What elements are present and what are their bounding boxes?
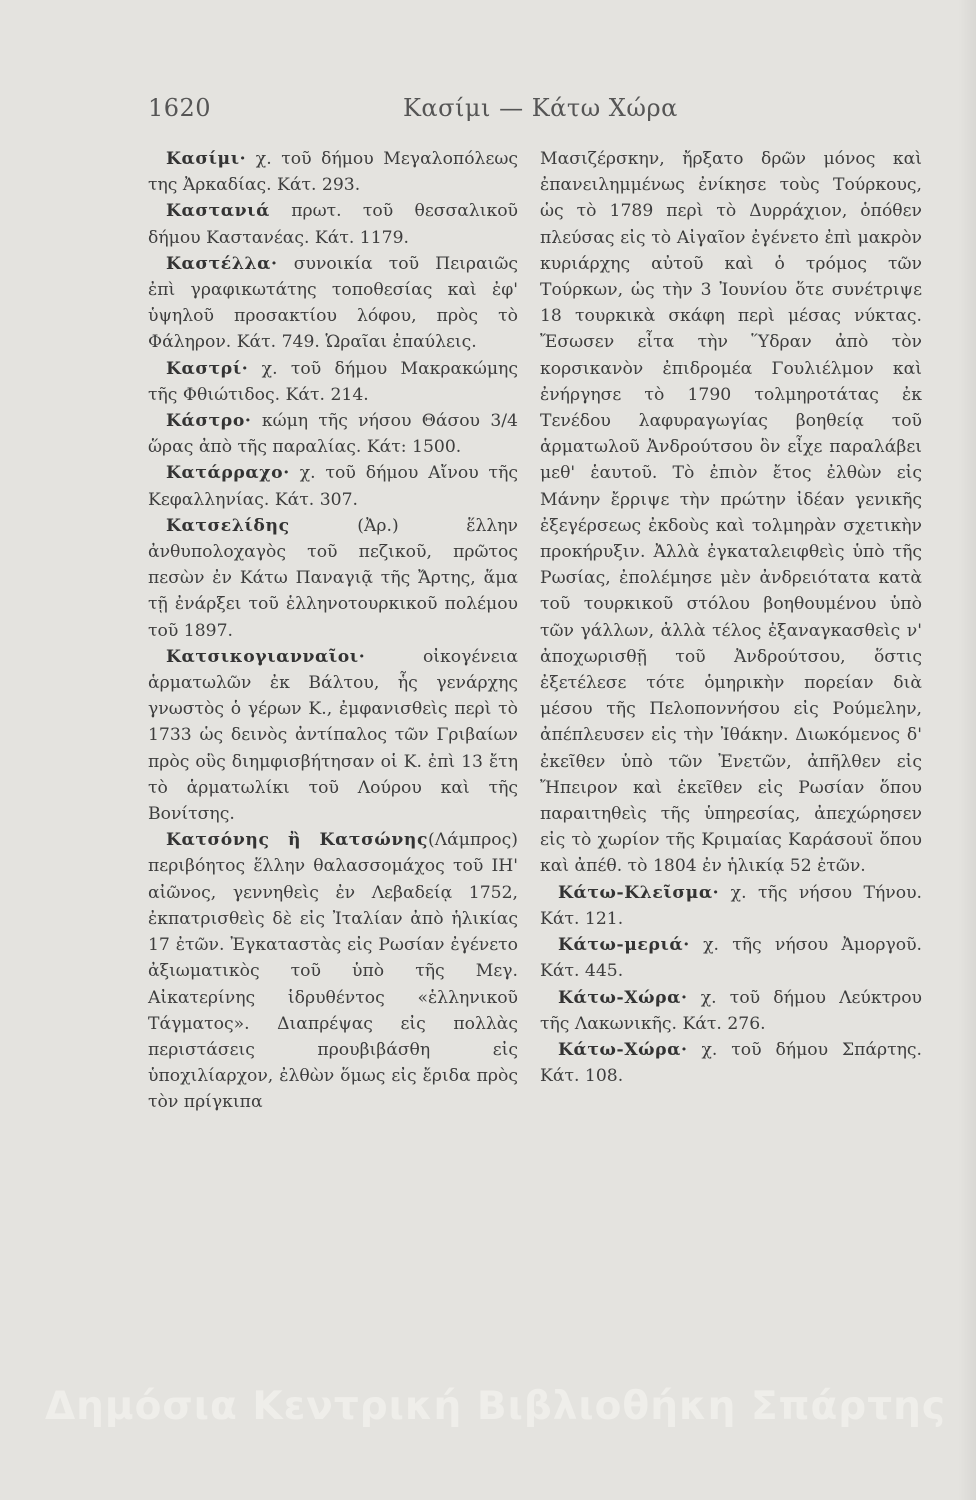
entry-text: (Ἀρ.) ἕλλην ἀνθυπολοχαγὸς τοῦ πεζικοῦ, πρῶτος πεσὼν ἐν Κάτω Παναγιᾷ τῆς Ἄρτης, ἅμα τῇ ἐνάρξει τοῦ ἑλληνοτουρκικοῦ πολέμου τοῦ 1897. <box>148 515 518 641</box>
library-watermark: Δημόσια Κεντρική Βιβλιοθήκη Σπάρτης <box>44 1384 946 1429</box>
headword: Κατάρραχο· <box>166 463 290 484</box>
entry-text: πρωτ. τοῦ θεσσαλικοῦ δήμου Καστανέας. Κάτ. 1179. <box>148 201 518 248</box>
headword: Καστρί· <box>166 358 249 379</box>
page-header <box>148 94 838 134</box>
entry-text: (Λάμπρος) περιβόητος ἕλλην θαλασσομάχος τοῦ ΙΗ' αἰῶνος, γεννηθεὶς ἐν Λεβαδείᾳ 1752, ἐκπατρισθεὶς δὲ εἰς Ἰταλίαν ἀπὸ ἡλικίας 17 ἐτῶν. Ἐγκαταστὰς εἰς Ρωσίαν ἐγένετο ἀξιωματικὸς τοῦ ὑπὸ τῆς Μεγ. Αἰκατερίνης ἱδρυθέντος «ἑλληνικοῦ Τάγματος». Διαπρέψας εἰς πολλὰς περιστάσεις προυβιβάσθη εἰς ὑποχιλίαρχον, ἐλθὼν ὅμως εἰς ἔριδα πρὸς τὸν πρίγκιπα <box>148 830 518 1113</box>
entry-text: χ. τοῦ δήμου Μεγαλοπόλεως της Ἀρκαδίας. Κάτ. 293. <box>148 149 518 196</box>
headword: Κατσικογιανναῖοι· <box>166 646 366 667</box>
right-column <box>540 146 922 1089</box>
page-number: 1620 <box>148 94 212 122</box>
left-column <box>148 146 518 1116</box>
headword: Κασίμι· <box>166 149 247 169</box>
entry-text: συνοικία τοῦ Πειραιῶς ἐπὶ γραφικωτάτης τοποθεσίας καὶ ἐφ' ὑψηλοῦ προσακτίου λόφου, πρὸς τὸ Φάληρον. Κάτ. 749. Ὡραῖαι ἐπαύλεις. <box>148 253 518 353</box>
entry-text: οἰκογένεια ἁρματωλῶν ἐκ Βάλτου, ἧς γενάρχης γνωστὸς ὁ γέρων Κ., ἐμφανισθεὶς περὶ τὸ 1733 ὡς δεινὸς ἀντίπαλος τῶν Γριβαίων πρὸς οὓς διημφισβήτησαν οἱ Κ. ἐπὶ 13 ἔτη τὸ ἁρματωλίκι τοῦ Λούρου καὶ τῆς Βονίτσης. <box>148 646 518 825</box>
entry-continuation: Μασιζέρσκην, ἤρξατο δρῶν μόνος καὶ ἐπανειλημμένως ἐνίκησε τοὺς Τούρκους, ὡς τὸ 1789 περὶ τὸ Δυρράχιον, ὁπόθεν πλεύσας εἰς τὸ Αἰγαῖον ἐγένετο ἐπὶ μακρὸν κυριάρχης αὐτοῦ καὶ ὁ τρόμος τῶν Τούρκων, ὡς τὴν 3 Ἰουνίου ὅτε συνέτριψε 18 τουρκικὰ σκάφη περὶ μέσας νύκτας. Ἔσωσεν εἶτα τὴν Ὕδραν ἀπὸ τὸν κορσικανὸν ἐπιδρομέα Γουλιέλμον καὶ ἐνήργησε τὸ 1790 τολμηροτάτας ἐκ Τενέδου λαφυραγωγίας βοηθείᾳ τοῦ ἁρματωλοῦ Ἀνδρούτσου ὃν εἶχε παραλάβει μεθ' ἑαυτοῦ. Τὸ ἐπιὸν ἔτος ἐλθὼν εἰς Μάνην ἔρριψε τὴν πρώτην ἰδέαν γενικῆς ἐξεγέρσεως ἐκδοὺς καὶ τολμηρὰν σχετικὴν προκήρυξιν. Ἀλλὰ ἐγκαταλειφθεὶς ὑπὸ τῆς Ρωσίας, ἐπολέμησε μὲν ἀνδρειότατα κατὰ τοῦ τουρκικοῦ στόλου βοηθουμένου ὑπὸ τῶν γάλλων, ἀλλὰ τέλος ἐξαναγκασθεὶς ν' ἀποχωρισθῇ τοῦ Ἀνδρούτσου, ὅστις ἐξετέλεσε τότε ὁμηρικὴν πορείαν διὰ μέσου τῆς Πελοποννήσου εἰς Ρούμελην, ἀπέπλευσεν εἰς τὴν Ἰθάκην. Διωκόμενος δ' ἐκεῖθεν ὑπὸ τῶν Ἐνετῶν, ἀπῆλθεν εἰς Ἤπειρον καὶ ἐκεῖθεν εἰς Ρωσίαν ὅπου παραιτηθεὶς τῆς ὑπηρεσίας, ἀπεχώρησεν εἰς τὸ χωρίον τῆς Κριμαίας Καράσουϊ ὅπου καὶ ἀπέθ. τὸ 1804 ἐν ἡλικίᾳ 52 ἐτῶν. <box>540 149 922 877</box>
entry <box>148 356 518 408</box>
entry-text: χ. τοῦ δήμου Αἴνου τῆς Κεφαλληνίας. Κάτ. 307. <box>148 463 518 510</box>
headword: Κάτω-μεριά· <box>558 935 690 956</box>
entry <box>148 644 518 827</box>
entry <box>148 198 518 250</box>
entry-text: χ. τῆς νήσου Τήνου. Κάτ. 121. <box>540 882 922 929</box>
entry <box>148 460 518 512</box>
entry <box>540 985 922 1037</box>
entry <box>148 251 518 356</box>
entry <box>148 408 518 460</box>
headword: Κάτω-Χώρα· <box>558 987 688 1008</box>
running-title: Κασίμι — Κάτω Χώρα <box>403 94 678 122</box>
entry <box>148 146 518 198</box>
headword: Κατσόνης ἢ Κατσώνης <box>166 830 429 851</box>
entry <box>540 1037 922 1089</box>
entry <box>148 513 518 644</box>
headword: Κάστρο· <box>166 411 252 432</box>
entry-text: χ. τῆς νήσου Ἀμοργοῦ. Κάτ. 445. <box>540 935 922 982</box>
page-edge-shadow <box>958 0 976 1500</box>
entry-text: κώμη τῆς νήσου Θάσου 3/4 ὥρας ἀπὸ τῆς παραλίας. Κάτ: 1500. <box>148 411 518 458</box>
entry <box>540 932 922 984</box>
entry <box>148 827 518 1115</box>
headword: Καστέλλα· <box>166 253 278 274</box>
headword: Κατσελίδης <box>166 515 290 536</box>
entry-text: χ. τοῦ δήμου Σπάρτης. Κάτ. 108. <box>540 1039 922 1087</box>
entry-text: χ. τοῦ δήμου Μακρακώμης τῆς Φθιώτιδος. Κάτ. 214. <box>148 358 518 405</box>
headword: Καστανιά <box>166 201 270 222</box>
entry <box>540 880 922 932</box>
headword: Κάτω-Χώρα· <box>558 1039 688 1060</box>
headword: Κάτω-Κλεῖσμα· <box>558 882 720 903</box>
entry-text: χ. τοῦ δήμου Λεύκτρου τῆς Λακωνικῆς. Κάτ. 276. <box>540 987 922 1034</box>
